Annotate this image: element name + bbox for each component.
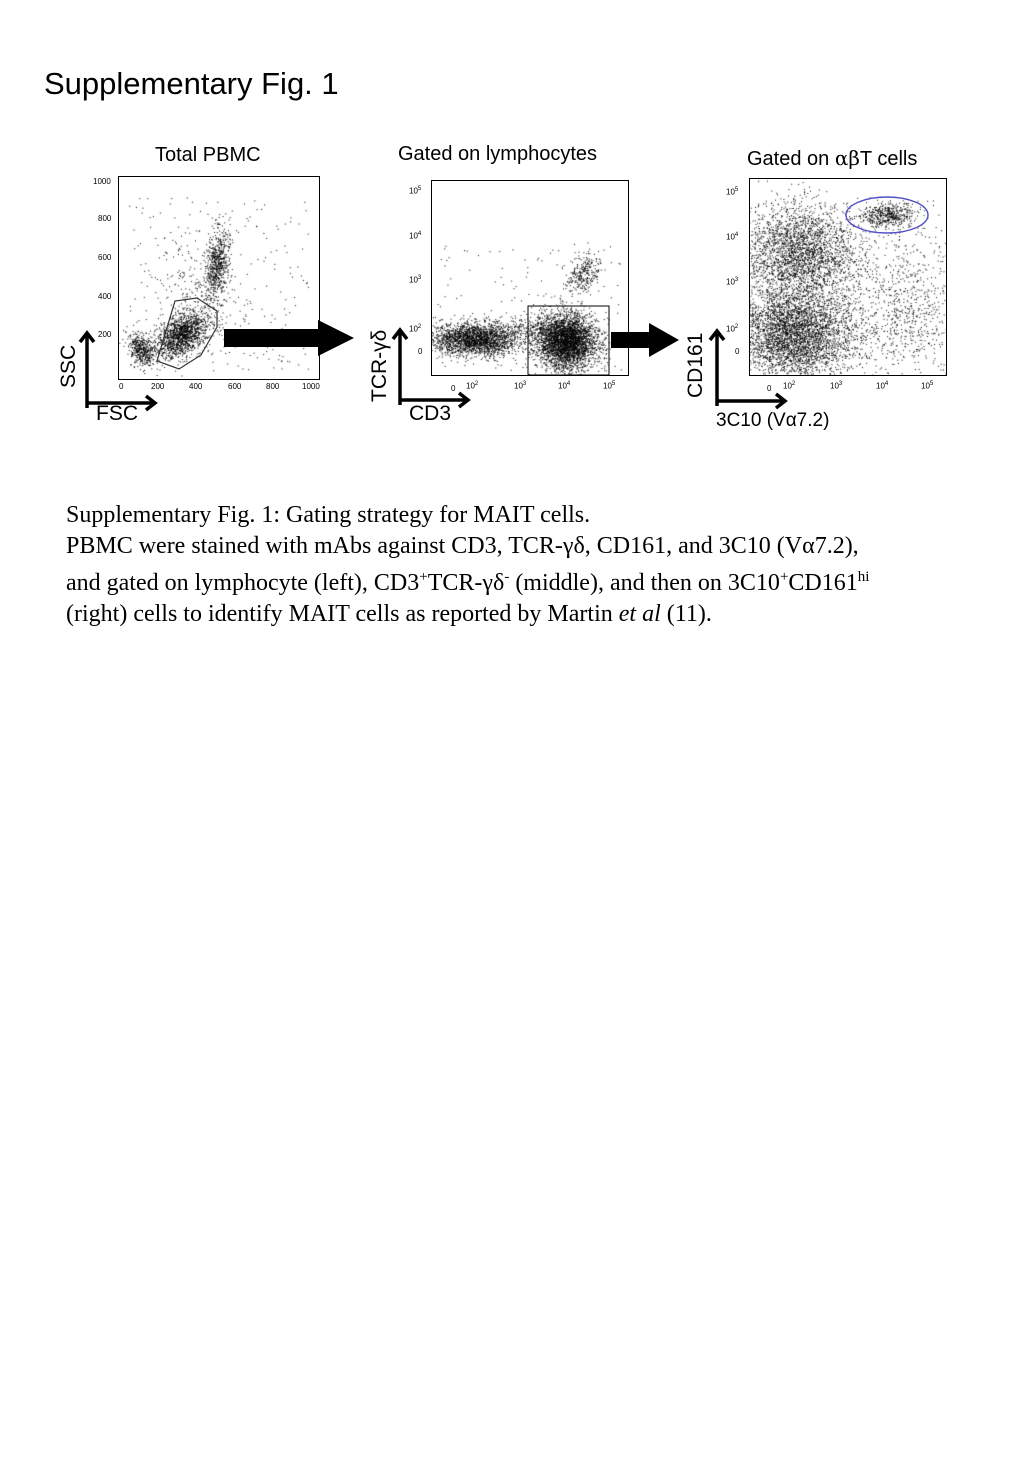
panel-2-y-axis-label: TCR-γδ [368,329,391,402]
panel-2-x-axis-label: CD3 [409,402,452,425]
panel-1-xtick-400: 400 [189,382,203,391]
panel-3-xtick-1e5: $10^5$ [921,381,934,391]
panel-1-y-axis-label: SSC [57,344,80,388]
panel-3-xtick-0: 0 [767,384,772,393]
panel-1-ytick-600: 600 [98,253,112,262]
panel-3-ytick-0: 0 [735,347,740,356]
panel-1-ytick-800: 800 [98,214,112,223]
panel-3-ytick-1e3: $10^3$ [726,277,739,287]
caption-line-2: PBMC were stained with mAbs against CD3, TCR-γδ, CD161, and 3C10 (Vα7.2), [66,533,859,559]
panel-3-ytick-1e4: $10^4$ [726,232,739,242]
panel-1-ytick-400: 400 [98,292,112,301]
panel-2-ytick-1e4: $10^4$ [409,231,422,241]
panel-1-title: Total PBMC [155,144,261,166]
panel-2-ytick-0: 0 [418,347,423,356]
panel-1-axis-arrows [78,328,160,412]
panel-1-xtick-1000: 1000 [302,382,320,391]
caption-line-4: (right) cells to identify MAIT cells as reported by Martin et al (11). [66,601,712,627]
caption-line-1: Supplementary Fig. 1: Gating strategy for MAIT cells. [66,502,591,528]
panel-2-xtick-1e4: $10^4$ [558,381,571,391]
arrow-right-icon [224,318,356,358]
panel-3-y-axis-label: CD161 [684,332,707,398]
figure-title: Supplementary Fig. 1 [44,66,339,101]
panel-3-x-axis-label: 3C10 (Vα7.2) [716,410,830,431]
panel-2-xtick-1e3: $10^3$ [514,381,527,391]
panel-3-xtick-1e4: $10^4$ [876,381,889,391]
panel-2-xtick-1e5: $10^5$ [603,381,616,391]
caption-line-3: and gated on lymphocyte (left), CD3+TCR-γδ- (middle), and then on $3C10^+CD161^{hi}$ [66,569,870,596]
panel-1-xtick-200: 200 [151,382,165,391]
panel-1-ytick-1000: 1000 [93,177,111,186]
panel-2-xtick-1e2: $10^2$ [466,381,479,391]
panel-3-xtick-1e3: $10^3$ [830,381,843,391]
panel-1-xtick-800: 800 [266,382,280,391]
panel-2-title: Gated on lymphocytes [398,143,597,165]
panel-1-x-axis-label: FSC [96,402,138,425]
panel-3-xtick-1e2: $10^2$ [783,381,796,391]
panel-3-ytick-1e5: $10^5$ [726,187,739,197]
figure-caption [66,500,986,630]
panel-1-ytick-200: 200 [98,330,112,339]
panel-1-xtick-0: 0 [119,382,124,391]
panel-2-xtick-0: 0 [451,384,456,393]
panel-2-ytick-1e2: $10^2$ [409,324,422,334]
panel-1-xtick-600: 600 [228,382,242,391]
panel-3-axis-arrows [708,326,790,410]
panel-3-title: Gated on αβT cells [747,146,918,170]
panel-2-axis-arrows [391,325,473,409]
panel-2-ytick-1e5: $10^5$ [409,186,422,196]
panel-3-ytick-1e2: $10^2$ [726,324,739,334]
arrow-right-icon [611,321,681,359]
panel-2-ytick-1e3: $10^3$ [409,275,422,285]
